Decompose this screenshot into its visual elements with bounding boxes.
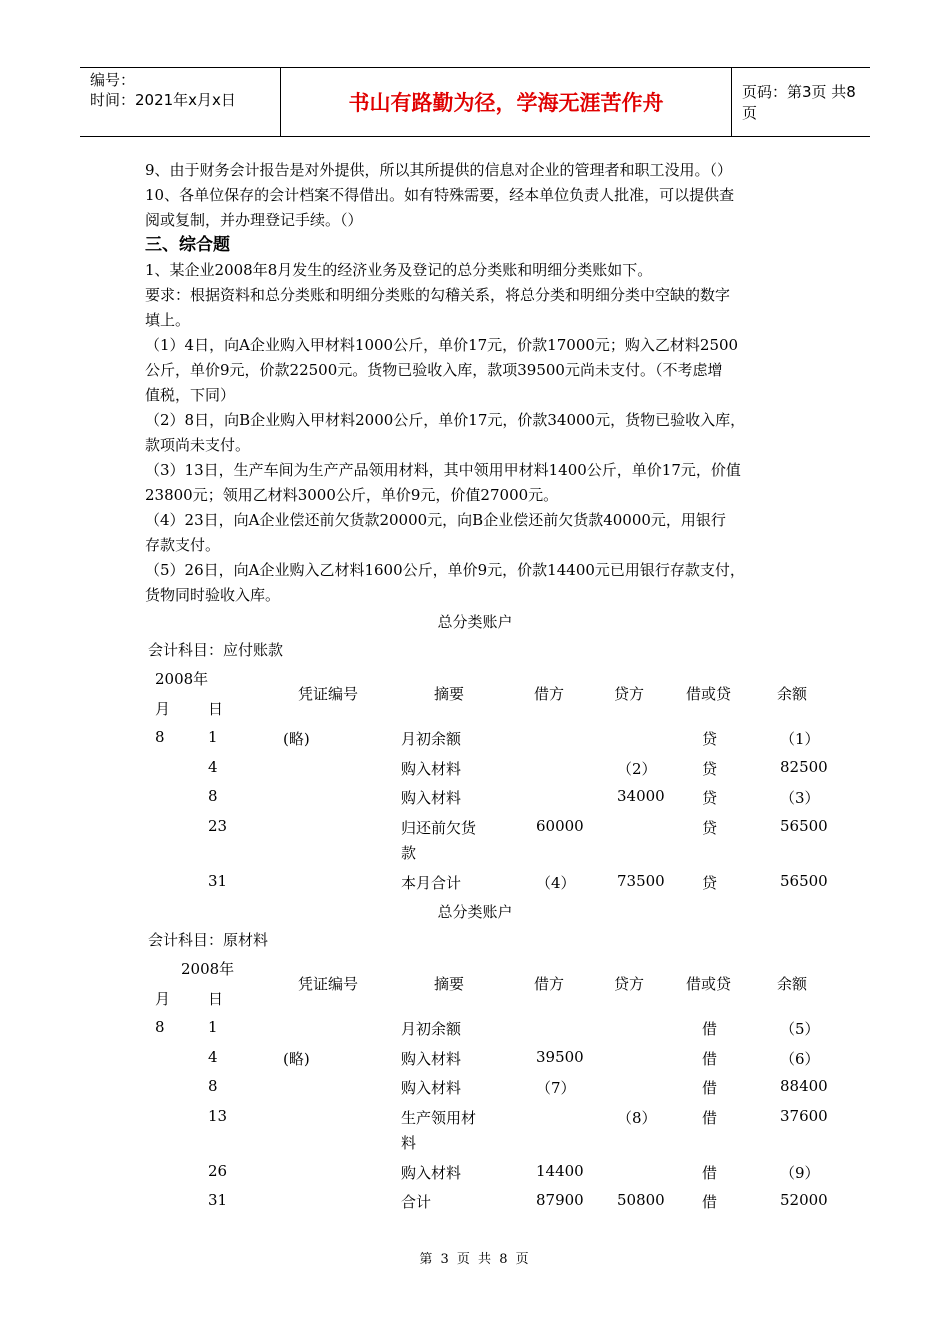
table-header-row <box>145 698 845 728</box>
day-label: 日 <box>208 989 224 1008</box>
cell-balance: 88400 <box>780 1077 828 1095</box>
cell-debit: （7） <box>536 1079 576 1097</box>
cell-summary: 生产领用材 <box>401 1108 477 1127</box>
cell-dc: 借 <box>702 1049 718 1068</box>
problem-line: 公斤，单价9元，价款22500元。货物已验收入库，款项39500元尚未支付。（不考虑增 <box>145 361 723 379</box>
cell-summary: 月初余额 <box>401 730 462 748</box>
cell-summary: 合计 <box>401 1193 432 1211</box>
cell-credit: （2） <box>617 759 657 778</box>
problem-line: 货物同时验收入库。 <box>145 586 281 604</box>
problem-line: 款项尚未支付。 <box>145 436 251 454</box>
header-motto: 书山有路勤为径，学海无涯苦作舟 <box>281 68 732 136</box>
page-header <box>80 67 870 137</box>
cell-credit: （8） <box>617 1108 657 1127</box>
cell-month: 8 <box>155 728 165 746</box>
cell-day: 31 <box>208 871 228 890</box>
true-false-questions <box>145 158 825 608</box>
cell-debit: （4） <box>536 873 576 892</box>
header-voucher: 凭证编号 <box>298 975 359 993</box>
cell-summary: 归还前欠货 <box>401 818 477 837</box>
problem-line: 值税，下同） <box>145 386 236 404</box>
ledger2-title: 总分类账户 <box>437 903 513 921</box>
cell-balance: （9） <box>780 1163 820 1182</box>
header-credit: 贷方 <box>614 685 645 703</box>
cell-dc: 借 <box>702 1108 718 1127</box>
cell-debit: 14400 <box>536 1161 584 1180</box>
cell-balance: 56500 <box>780 871 828 890</box>
cell-balance: （6） <box>780 1049 820 1068</box>
cell-month: 8 <box>155 1018 165 1036</box>
month-label: 月 <box>155 989 171 1008</box>
header-balance: 余额 <box>777 685 808 703</box>
cell-balance: 52000 <box>780 1191 828 1209</box>
ledger1-table <box>145 668 845 892</box>
cell-voucher: (略) <box>283 1049 310 1068</box>
cell-dc: 借 <box>702 1163 718 1182</box>
cell-summary-cont: 料 <box>401 1133 417 1152</box>
problem-line: 1、某企业2008年8月发生的经济业务及登记的总分类账和明细分类账如下。 <box>145 261 653 279</box>
header-voucher: 凭证编号 <box>298 685 359 703</box>
year-label: 2008年 <box>155 670 209 688</box>
header-dc: 借或贷 <box>686 975 732 993</box>
problem-line: （3）13日，生产车间为生产产品领用材料，其中领用甲材料1400公斤，单价17元，价值 <box>145 461 741 479</box>
table-header-row <box>145 988 845 1018</box>
cell-summary-cont: 款 <box>401 843 417 862</box>
problem-line: （1）4日，向A企业购入甲材料1000公斤，单价17元，价款17000元；购入乙材料2500 <box>145 336 739 354</box>
ledger2-account: 会计科目：原材料 <box>148 931 269 949</box>
cell-dc: 借 <box>702 1020 718 1038</box>
cell-dc: 贷 <box>702 730 718 748</box>
header-summary: 摘要 <box>434 975 465 993</box>
problem-line: 存款支付。 <box>145 536 221 554</box>
number-label: 编号： <box>90 71 136 89</box>
month-label: 月 <box>155 699 171 718</box>
cell-balance: （5） <box>780 1020 820 1038</box>
ledger1-title: 总分类账户 <box>437 613 513 631</box>
cell-debit: 60000 <box>536 816 584 835</box>
cell-day: 1 <box>208 1018 218 1036</box>
problem-line: （4）23日，向A企业偿还前欠货款20000元，向B企业偿还前欠货款40000元，用银行 <box>145 511 726 529</box>
cell-dc: 借 <box>702 1193 718 1211</box>
problem-line: 23800元；领用乙材料3000公斤，单价9元，价值27000元。 <box>145 486 559 504</box>
day-label: 日 <box>208 699 224 718</box>
table-header-row <box>145 668 845 698</box>
cell-credit: 50800 <box>617 1191 665 1209</box>
cell-credit: 34000 <box>617 787 665 805</box>
cell-summary: 购入材料 <box>401 1163 462 1182</box>
cell-day: 8 <box>208 1077 218 1095</box>
cell-day: 4 <box>208 757 218 776</box>
cell-day: 26 <box>208 1161 228 1180</box>
cell-voucher: (略) <box>283 730 310 748</box>
cell-debit: 39500 <box>536 1047 584 1066</box>
cell-day: 8 <box>208 787 218 805</box>
question-10-line-1: 10、各单位保存的会计档案不得借出。如有特殊需要，经本单位负责人批准，可以提供查 <box>145 186 735 204</box>
problem-line: 填上。 <box>145 311 191 329</box>
header-page-label: 页码：第3页 共8页 <box>742 83 856 122</box>
header-debit: 借方 <box>534 685 565 703</box>
ledger1-account: 会计科目：应付账款 <box>148 641 284 659</box>
header-info <box>80 68 281 136</box>
header-credit: 贷方 <box>614 975 645 993</box>
cell-summary: 购入材料 <box>401 1049 462 1068</box>
problem-line: （2）8日，向B企业购入甲材料2000公斤，单价17元，价款34000元，货物已验收入库， <box>145 411 746 429</box>
cell-debit: 87900 <box>536 1191 584 1209</box>
cell-dc: 贷 <box>702 759 718 778</box>
cell-day: 31 <box>208 1191 228 1209</box>
header-dc: 借或贷 <box>686 685 732 703</box>
cell-day: 13 <box>208 1106 228 1125</box>
cell-day: 4 <box>208 1047 218 1066</box>
cell-balance: 82500 <box>780 757 828 776</box>
cell-balance: 37600 <box>780 1106 828 1125</box>
page-footer: 第 3 页 共 8 页 <box>419 1252 531 1267</box>
cell-summary: 购入材料 <box>401 759 462 778</box>
section-title: 三、综合题 <box>145 235 230 255</box>
year-label: 2008年 <box>181 960 235 978</box>
problem-line: 要求：根据资料和总分类账和明细分类账的勾稽关系，将总分类和明细分类中空缺的数字 <box>145 286 731 304</box>
cell-summary: 月初余额 <box>401 1020 462 1038</box>
cell-dc: 贷 <box>702 818 718 837</box>
problem-line: （5）26日，向A企业购入乙材料1600公斤，单价9元，价款14400元已用银行存款支付， <box>145 561 745 579</box>
question-10-line-2: 阅或复制，并办理登记手续。（） <box>145 211 363 229</box>
cell-summary: 本月合计 <box>401 873 462 892</box>
cell-dc: 借 <box>702 1079 718 1097</box>
header-balance: 余额 <box>777 975 808 993</box>
cell-day: 23 <box>208 816 228 835</box>
cell-summary: 购入材料 <box>401 789 462 807</box>
cell-balance: （1） <box>780 730 820 748</box>
cell-dc: 贷 <box>702 789 718 807</box>
question-9: 9、由于财务会计报告是对外提供，所以其所提供的信息对企业的管理者和职工没用。（） <box>145 161 733 179</box>
table-header-row <box>145 958 845 988</box>
cell-credit: 73500 <box>617 871 665 890</box>
header-summary: 摘要 <box>434 685 465 703</box>
ledger2-table <box>145 958 845 1211</box>
cell-summary: 购入材料 <box>401 1079 462 1097</box>
cell-day: 1 <box>208 728 218 746</box>
cell-balance: （3） <box>780 789 820 807</box>
cell-balance: 56500 <box>780 816 828 835</box>
cell-dc: 贷 <box>702 873 718 892</box>
time-label: 时间：2021年x月x日 <box>90 91 236 109</box>
header-debit: 借方 <box>534 975 565 993</box>
